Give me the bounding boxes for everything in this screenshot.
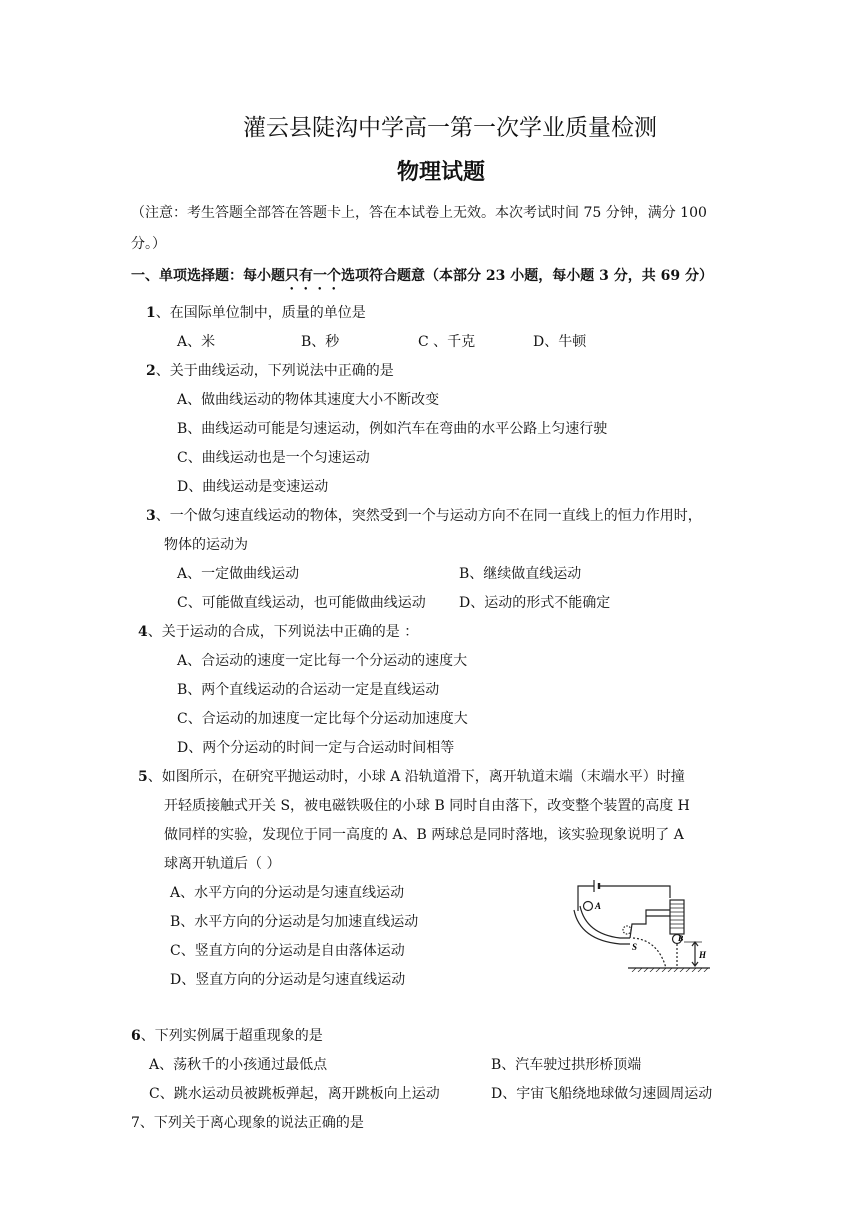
question-3-stem	[146, 506, 702, 526]
exam-subtitle: 物理试题	[396, 159, 485, 185]
question-3-text: 、一个做匀速直线运动的物体，突然受到一个与运动方向不在同一直线上的恒力作用时，	[155, 508, 702, 524]
note-line-1: （注意：考生答题全部答在答题卡上，答在本试卷上无效。本次考试时间 75 分钟，满分 100	[131, 205, 707, 221]
q5-option-b: B、水平方向的分运动是匀加速直线运动	[170, 914, 419, 930]
question-2-text: 、关于曲线运动，下列说法中正确的是	[155, 363, 394, 379]
q4-option-a: A、合运动的速度一定比每一个分运动的速度大	[177, 653, 468, 669]
q1-option-a: A、米	[177, 334, 216, 350]
ball-a	[584, 902, 593, 911]
question-6-stem	[131, 1026, 323, 1046]
q5-option-a: A、水平方向的分运动是匀速直线运动	[170, 885, 405, 901]
question-6-text: 、下列实例属于超重现象的是	[140, 1028, 323, 1044]
q1-option-c: C 、千克	[418, 334, 476, 350]
q2-option-d: D、曲线运动是变速运动	[177, 479, 329, 495]
switch-wire	[630, 910, 670, 938]
q1-option-d: D、牛顿	[533, 334, 587, 350]
note-line-2: 分。）	[131, 236, 166, 252]
question-5-stem	[138, 767, 685, 787]
q4-option-c: C、合运动的加速度一定比每个分运动加速度大	[177, 711, 468, 727]
q2-option-c: C、曲线运动也是一个匀速运动	[177, 450, 370, 466]
question-4-text: 、关于运动的合成，下列说法中正确的是 ：	[147, 624, 419, 640]
q5-option-c: C、竖直方向的分运动是自由落体运动	[170, 943, 405, 959]
question-1-stem	[146, 303, 366, 323]
q6-option-a: A、荡秋千的小孩通过最低点	[149, 1057, 328, 1073]
q4-option-d: D、两个分运动的时间一定与合运动时间相等	[177, 740, 455, 756]
question-5-text-2: 开轻质接触式开关 S，被电磁铁吸住的小球 B 同时自由落下，改变整个装置的高度 H	[164, 798, 690, 814]
question-1-number: 1	[146, 305, 156, 321]
question-6-number: 6	[131, 1028, 141, 1044]
question-4-stem	[138, 622, 418, 642]
question-2-number: 2	[146, 363, 156, 379]
q2-option-b: B、曲线运动可能是匀速运动，例如汽车在弯曲的水平公路上匀速行驶	[177, 421, 608, 437]
q6-option-b: B、汽车驶过拱形桥顶端	[491, 1057, 642, 1073]
trajectory-a	[633, 938, 666, 968]
question-3-number: 3	[146, 508, 156, 524]
q6-option-d: D、宇宙飞船绕地球做匀速圆周运动	[491, 1086, 713, 1102]
question-5-number: 5	[138, 769, 148, 785]
question-7-stem: 7、下列关于离心现象的说法正确的是	[131, 1115, 364, 1131]
q3-option-d: D、运动的形式不能确定	[459, 595, 611, 611]
question-5-text-3: 做同样的实验，发现位于同一高度的 A、B 两球总是同时落地，该实验现象说明了 A	[164, 827, 684, 843]
circuit-wire-top	[599, 886, 670, 898]
q5-option-d: D、竖直方向的分运动是匀速直线运动	[170, 972, 406, 988]
q3-option-c: C、可能做直线运动，也可能做曲线运动	[177, 595, 426, 611]
section-heading-post: 选项符合题意（本部分 23 小题，每小题 3 分，共 69 分）	[341, 268, 713, 284]
label-h: H	[699, 950, 707, 960]
q4-option-b: B、两个直线运动的合运动一定是直线运动	[177, 682, 440, 698]
q3-option-a: A、一定做曲线运动	[177, 566, 300, 582]
label-a: A	[595, 901, 602, 911]
projectile-apparatus-diagram	[570, 876, 715, 972]
electromagnet	[670, 900, 684, 934]
question-5-text-1: 、如图所示，在研究平抛运动时，小球 A 沿轨道滑下，离开轨道末端（末端水平）时撞	[147, 769, 685, 785]
question-1-text: 、在国际单位制中，质量的单位是	[155, 305, 366, 321]
q6-option-c: C、跳水运动员被跳板弹起，离开跳板向上运动	[149, 1086, 440, 1102]
question-4-number: 4	[138, 624, 148, 640]
q3-option-b: B、继续做直线运动	[459, 566, 582, 582]
question-5-text-4: 球离开轨道后（ ）	[164, 856, 281, 872]
ball-at-switch	[623, 926, 631, 934]
section-heading	[131, 266, 713, 293]
question-3-stem-2: 物体的运动为	[164, 537, 248, 553]
exam-title: 灌云县陡沟中学高一第一次学业质量检测	[243, 115, 657, 141]
section-heading-pre: 一、单项选择题：每小题	[131, 268, 285, 284]
label-s: S	[632, 942, 638, 952]
section-heading-emphasis: 只有一个	[285, 268, 341, 284]
question-2-stem	[146, 361, 394, 381]
electromagnet-coil	[670, 904, 684, 928]
label-b: B	[678, 934, 684, 943]
q2-option-a: A、做曲线运动的物体其速度大小不断改变	[177, 392, 440, 408]
q1-option-b: B、秒	[301, 334, 340, 350]
